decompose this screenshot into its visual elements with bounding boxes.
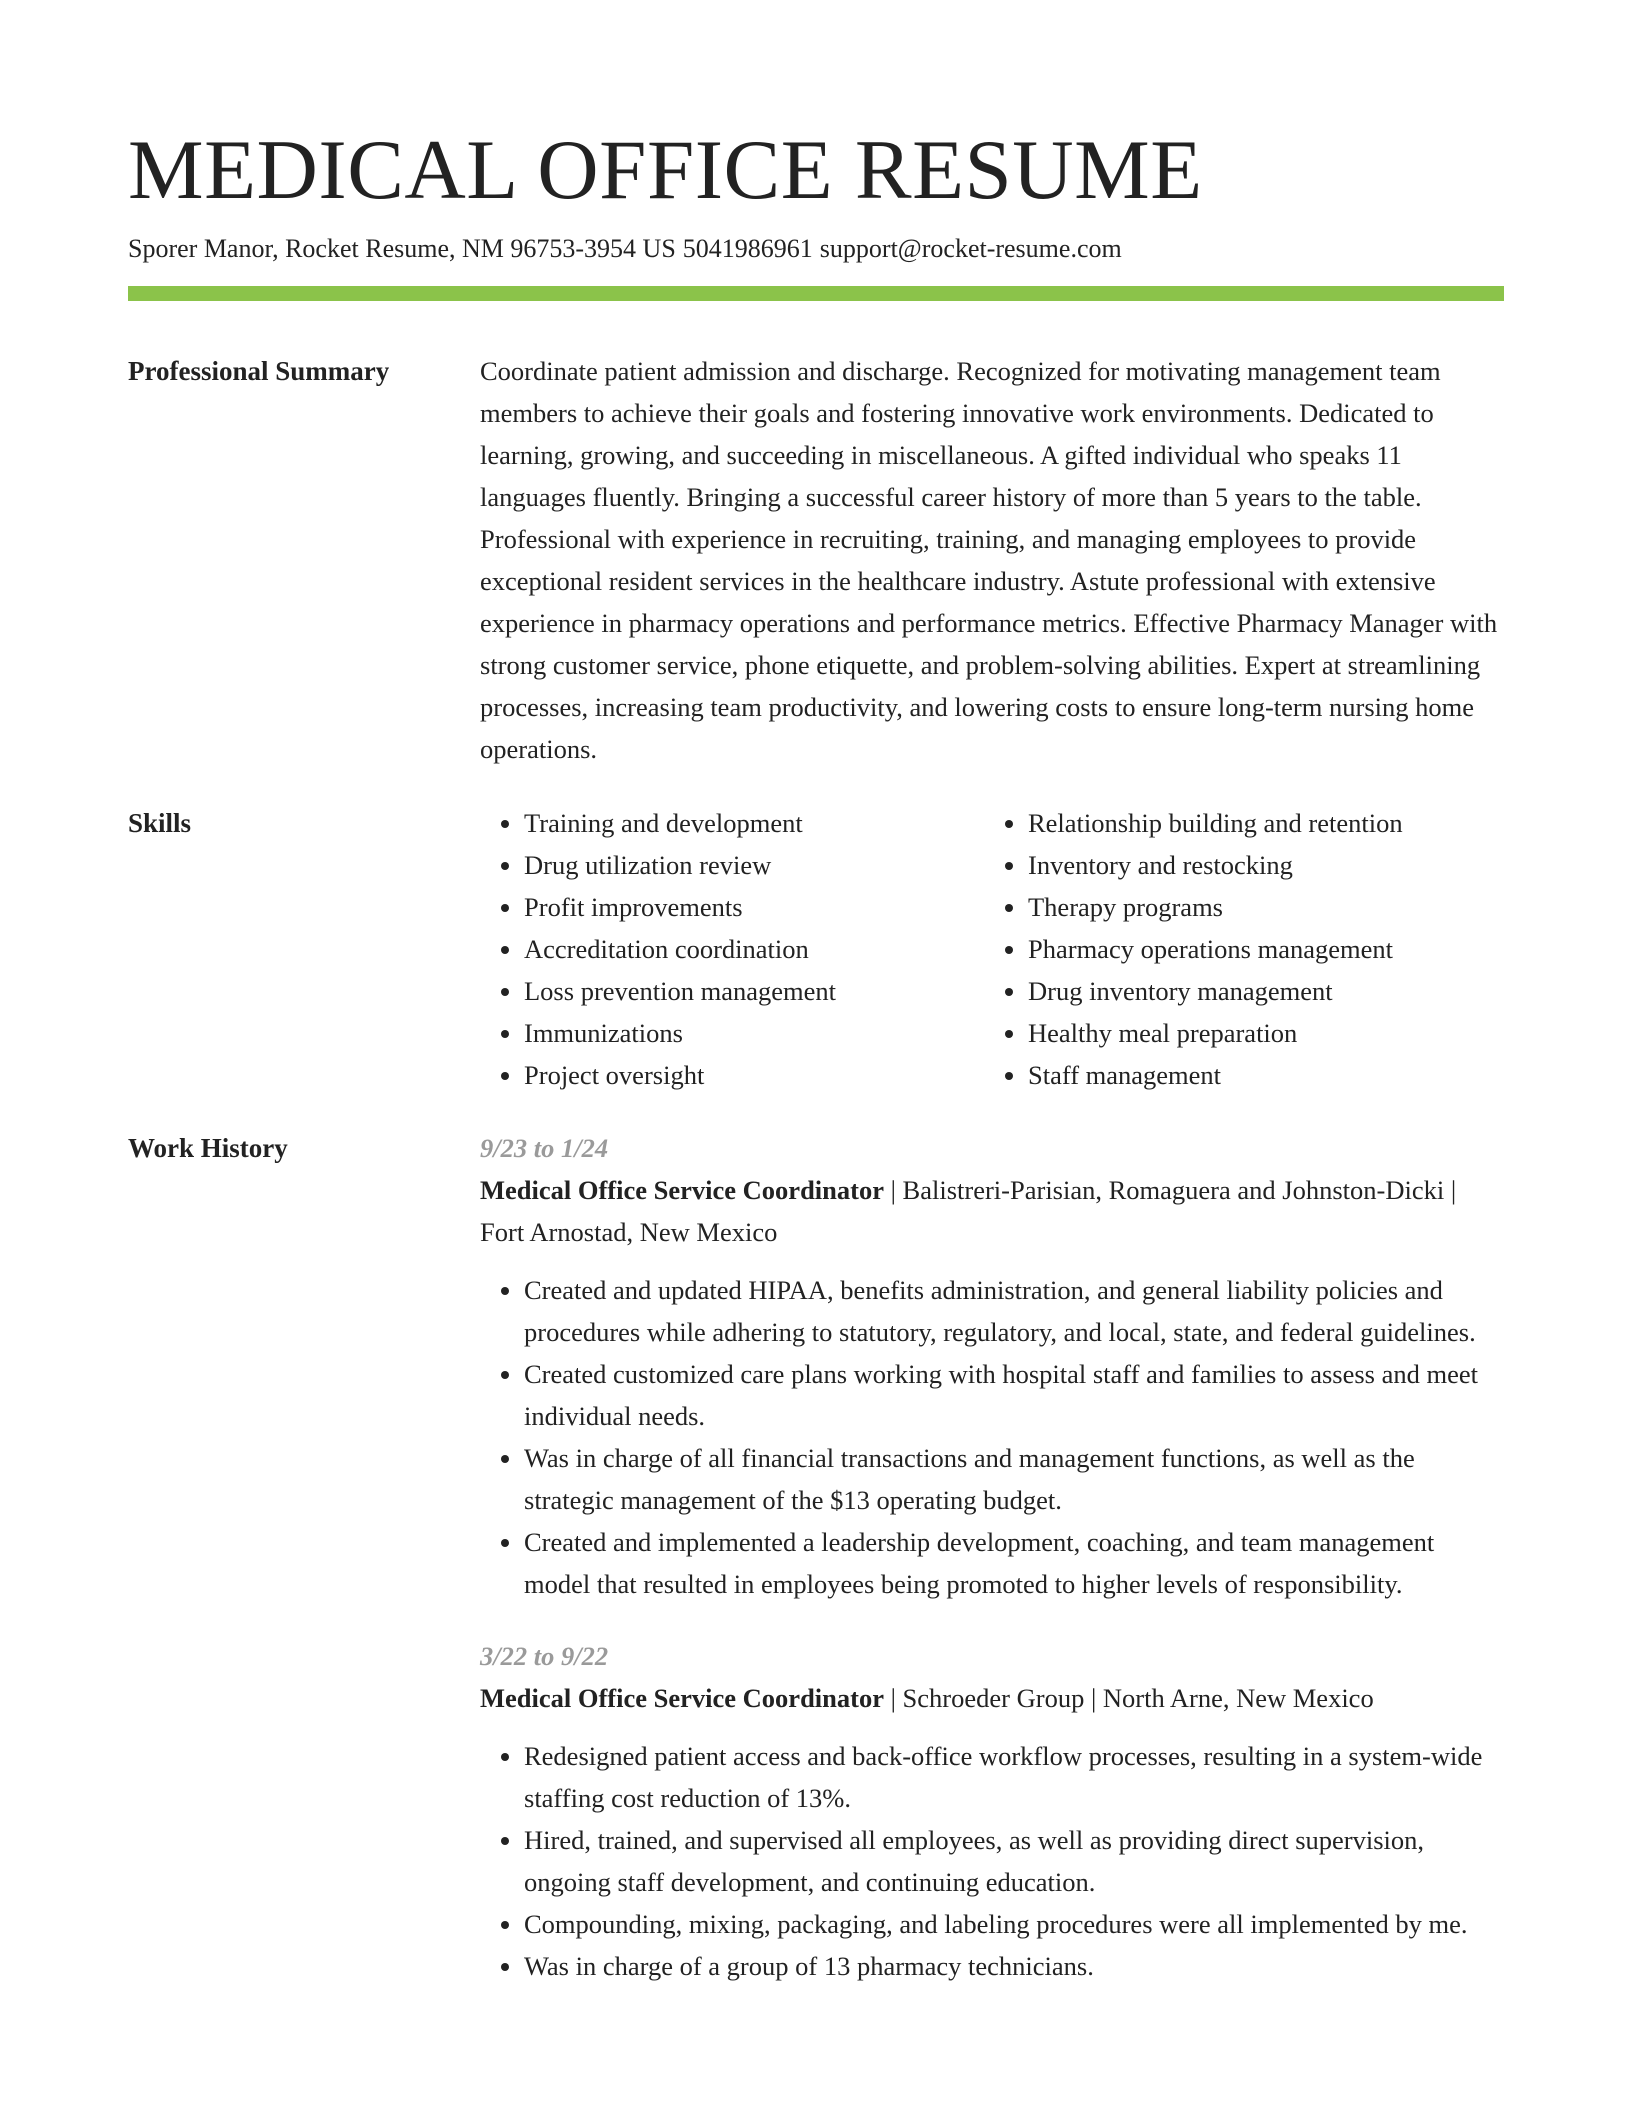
job-details: | Schroeder Group | North Arne, New Mexico [884, 1683, 1374, 1713]
skill-item: • Project oversight [524, 1054, 984, 1096]
job-bullet: • Compounding, mixing, packaging, and labeling procedures were all implemented by me. [524, 1903, 1504, 1945]
skill-item: • Therapy programs [1028, 886, 1488, 928]
job-title: Medical Office Service Coordinator [480, 1175, 884, 1205]
skill-item: • Accreditation coordination [524, 928, 984, 970]
skill-item: • Inventory and restocking [1028, 844, 1488, 886]
job-bullet: • Created and updated HIPAA, benefits administration, and general liability policies and procedures while adhering to statutory, regulatory, and local, state, and federal guidelines. [524, 1269, 1504, 1353]
job-dates: 9/23 to 1/24 [480, 1133, 609, 1163]
job-bullet: • Hired, trained, and supervised all employees, as well as providing direct supervision, ongoing staff development, and continuing education. [524, 1819, 1504, 1903]
job-heading [480, 1677, 1504, 1719]
resume-title: MEDICAL OFFICE RESUME [128, 123, 1203, 217]
job-entry [480, 1635, 1504, 1987]
job-bullet: • Was in charge of all financial transactions and management functions, as well as the strategic management of the $13 operating budget. [524, 1437, 1504, 1521]
job-bullet-list [480, 1269, 1504, 1605]
skill-item: • Relationship building and retention [1028, 802, 1488, 844]
skill-item: • Drug utilization review [524, 844, 984, 886]
job-title: Medical Office Service Coordinator [480, 1683, 884, 1713]
skills-label: Skills [128, 808, 192, 838]
job-bullet: • Redesigned patient access and back-office workflow processes, resulting in a system-wide staffing cost reduction of 13%. [524, 1735, 1504, 1819]
skill-item: • Pharmacy operations management [1028, 928, 1488, 970]
job-heading [480, 1169, 1504, 1253]
contact-email: support@rocket-resume.com [819, 234, 1122, 263]
summary-body [480, 350, 1504, 770]
job-bullet: • Created and implemented a leadership development, coaching, and team management model that resulted in employees being promoted to higher levels of responsibility. [524, 1521, 1504, 1605]
job-entry [480, 1127, 1504, 1605]
job-dates: 3/22 to 9/22 [480, 1641, 609, 1671]
skill-item: • Drug inventory management [1028, 970, 1488, 1012]
job-bullet: • Created customized care plans working with hospital staff and families to assess and meet individual needs. [524, 1353, 1504, 1437]
skill-item: • Immunizations [524, 1012, 984, 1054]
skill-item: • Staff management [1028, 1054, 1488, 1096]
skills-list-left [480, 802, 984, 1096]
job-bullet-list [480, 1735, 1504, 1987]
summary-label: Professional Summary [128, 356, 390, 386]
skill-item: • Training and development [524, 802, 984, 844]
skills-body [480, 802, 1504, 1096]
skill-item: • Healthy meal preparation [1028, 1012, 1488, 1054]
job-bullet: • Was in charge of a group of 13 pharmacy technicians. [524, 1945, 1504, 1987]
skills-list-right [984, 802, 1488, 1096]
contact-address: Sporer Manor, Rocket Resume, NM 96753-3954 US [128, 234, 676, 263]
skill-item: • Loss prevention management [524, 970, 984, 1012]
work-history-label: Work History [128, 1133, 288, 1163]
job-details: | Balistreri-Parisian, Romaguera and Johnston-Dicki | Fort Arnostad, New Mexico [480, 1175, 1457, 1247]
contact-phone: 5041986961 [682, 234, 813, 263]
accent-divider [128, 286, 1504, 301]
contact-line [128, 231, 1122, 267]
skill-item: • Profit improvements [524, 886, 984, 928]
skills-columns [480, 802, 1504, 1096]
work-history-body [480, 1127, 1504, 1987]
summary-text: Coordinate patient admission and discharge. Recognized for motivating management team members to achieve their goals and fostering innovative work environments. Dedicated to learning, growing, and succeeding in miscellaneous. A gifted individual who speaks 11 languages fluently. Bringing a successful career history of more than 5 years to the table. Professional with experience in recruiting, training, and managing employees to provide exceptional resident services in the healthcare industry. Astute professional with extensive experience in pharmacy operations and performance metrics. Effective Pharmacy Manager with strong customer service, phone etiquette, and problem-solving abilities. Expert at streamlining processes, increasing team productivity, and lowering costs to ensure long-term nursing home operations. [480, 356, 1498, 764]
